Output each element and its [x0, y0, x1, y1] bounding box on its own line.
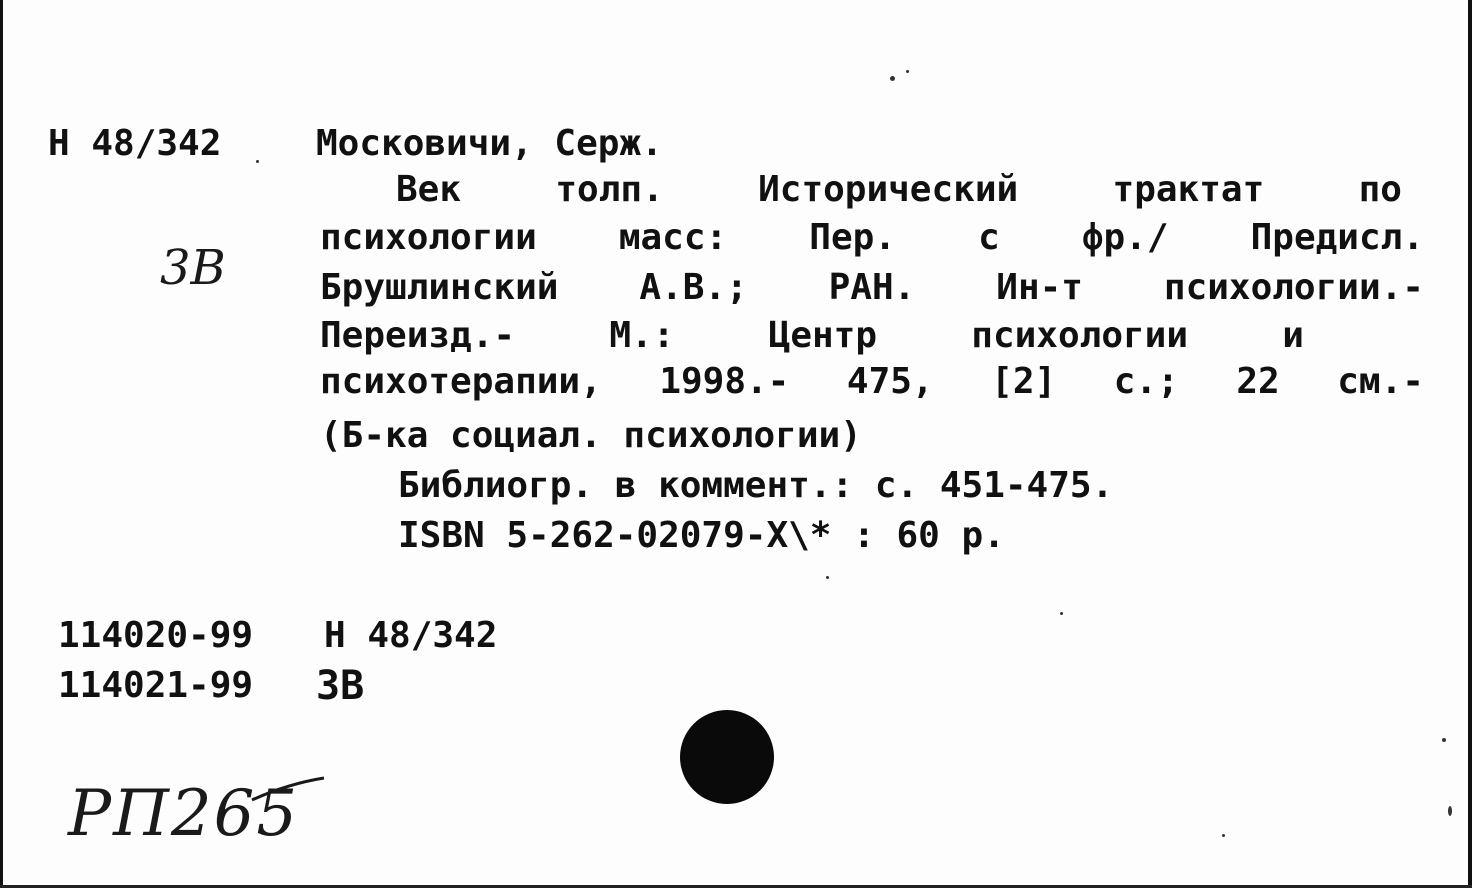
- body-word: А.В.;: [639, 267, 748, 308]
- dust-speck: [826, 576, 829, 579]
- dust-speck: [256, 160, 259, 163]
- dust-speck: [1442, 738, 1446, 742]
- body-word: психологии: [971, 315, 1189, 356]
- handwritten-note: РП265: [68, 777, 300, 851]
- body-word: Пер.: [809, 217, 896, 258]
- bibliography-note: Библиогр. в коммент.: с. 451-475.: [398, 465, 1114, 506]
- body-word: Исторический: [758, 169, 1019, 210]
- series-line: (Б-ка социал. психологии): [320, 415, 862, 456]
- body-word: толп.: [555, 169, 664, 210]
- shelfmark-handwritten: 3В: [160, 240, 226, 296]
- inventory-number: 114020-99: [58, 615, 254, 656]
- dust-speck: [1448, 806, 1452, 816]
- card-left-edge: [0, 0, 3, 888]
- body-word: психологии.-: [1163, 267, 1424, 308]
- body-word: РАН.: [828, 267, 916, 308]
- dust-speck: [906, 70, 909, 73]
- body-word: 22: [1236, 361, 1280, 402]
- body-word: психологии: [320, 217, 537, 258]
- body-line-5: [320, 361, 1424, 402]
- body-word: 475,: [846, 361, 934, 402]
- body-word: см.-: [1337, 361, 1424, 402]
- body-word: [2]: [991, 361, 1057, 402]
- inventory-number: 114021-99: [58, 665, 254, 706]
- isbn-line: ISBN 5-262-02079-X\* : 60 р.: [398, 515, 1005, 556]
- body-word: трактат: [1112, 169, 1265, 210]
- shelfmark: Н 48/342: [48, 123, 222, 164]
- inventory-code: 3В: [316, 663, 365, 709]
- body-word: Ин-т: [996, 267, 1083, 308]
- body-word: Переизд.-: [320, 315, 516, 356]
- body-word: Предисл.: [1250, 217, 1424, 258]
- dust-speck: [1060, 612, 1063, 615]
- body-word: М.:: [609, 315, 675, 356]
- punch-hole: [680, 710, 774, 804]
- body-word: Центр: [768, 315, 878, 356]
- body-word: фр./: [1081, 217, 1169, 258]
- author-heading: Московичи, Серж.: [316, 123, 663, 164]
- inventory-code: Н 48/342: [324, 615, 498, 656]
- body-word: с: [978, 217, 1000, 258]
- body-word: по: [1358, 169, 1402, 210]
- body-word: масс:: [618, 217, 728, 258]
- dust-speck: [1222, 834, 1225, 837]
- body-word: с.;: [1113, 361, 1179, 402]
- body-line-4: [320, 315, 1304, 356]
- body-word: и: [1282, 315, 1304, 356]
- dust-speck: [890, 76, 895, 81]
- body-line-1: [396, 169, 1402, 210]
- body-word: Век: [396, 169, 462, 210]
- card-right-edge: [1468, 0, 1472, 888]
- body-word: психотерапии,: [320, 361, 602, 402]
- body-line-2: [320, 217, 1424, 258]
- body-line-3: [320, 267, 1424, 308]
- handwriting-flourish: [244, 772, 334, 842]
- body-word: 1998.-: [659, 361, 790, 402]
- body-word: Брушлинский: [320, 267, 559, 308]
